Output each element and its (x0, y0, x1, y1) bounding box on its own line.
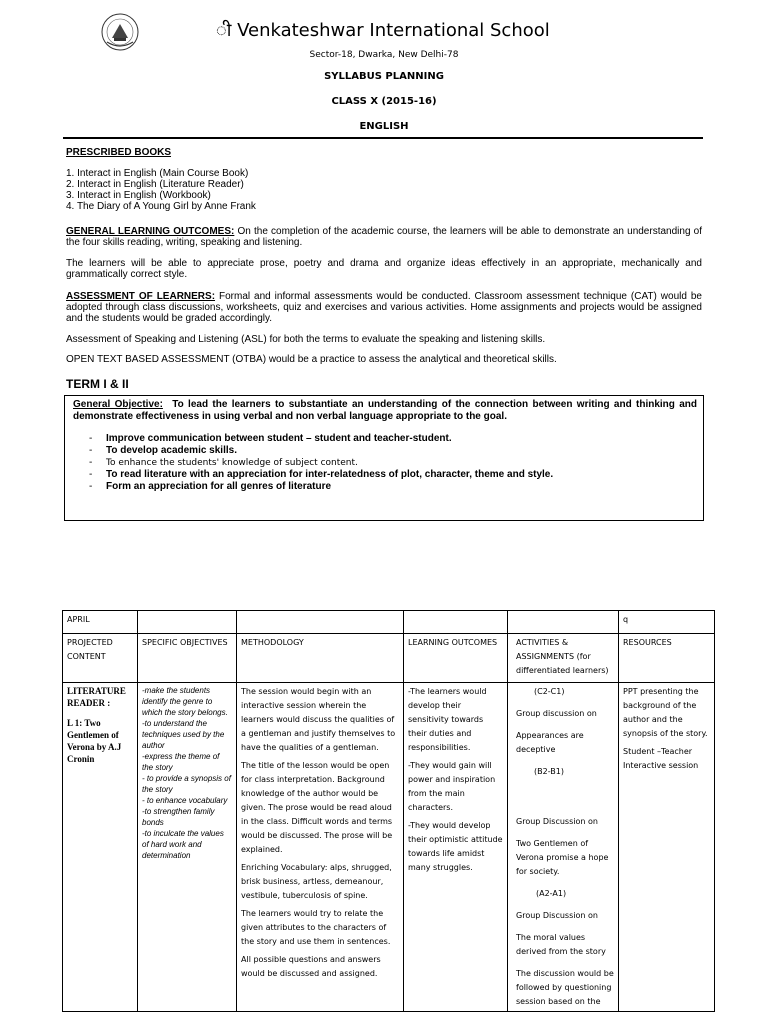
list-item: -They would gain will power and inspiration from the main characters. (408, 761, 496, 812)
list-item: - to provide a synopsis of the story (142, 774, 231, 794)
list-item: -They would develop their optimistic attitude towards life amidst many struggles. (408, 821, 503, 872)
outcomes-cell (404, 683, 508, 1012)
list-item: - Improve communication between student – student and teacher-student. (89, 433, 452, 444)
list-item: -to understand the techniques used by the author (142, 719, 225, 750)
list-item: Enriching Vocabulary: alps, shrugged, brisk business, artless, demeanour, vestibule, tuberculosis of spine. (241, 863, 392, 900)
otba-text: OPEN TEXT BASED ASSESSMENT (OTBA) would be a practice to assess the analytical and theoretical skills. (66, 354, 557, 365)
general-outcomes-label: GENERAL LEARNING OUTCOMES: (66, 226, 235, 237)
list-item: - To enhance the students' knowledge of subject content. (89, 457, 358, 468)
list-item: The learners would try to relate the given attributes to the characters of the story and use them in sentences. (241, 909, 391, 946)
general-outcomes (66, 226, 702, 248)
assessment-label: ASSESSMENT OF LEARNERS: (66, 291, 216, 302)
list-item: -The learners would develop their sensitivity towards their duties and responsibilities. (408, 687, 487, 752)
table-header-row (63, 634, 715, 683)
methodology-cell (237, 683, 404, 1012)
general-objective-text: To lead the learners to substantiate an understanding of the connection between writing and thinking and demonstrate effectiveness in using verbal and non verbal language appropriate to the goal. (73, 399, 697, 422)
general-objective-box (64, 395, 704, 521)
list-item: - Form an appreciation for all genres of literature (89, 481, 332, 492)
lesson-title: L 1: Two Gentlemen of Verona by A.J Cronin (67, 718, 122, 764)
assessment-section (66, 291, 702, 324)
list-item: - to enhance vocabulary (142, 796, 228, 805)
header-outcomes: LEARNING OUTCOMES (404, 634, 508, 683)
book-item: 3. Interact in English (Workbook) (66, 190, 211, 201)
list-item: -to strengthen family bonds (142, 807, 215, 827)
objectives-cell (138, 683, 237, 1012)
list-item: - To develop academic skills. (89, 445, 237, 456)
header-objectives: SPECIFIC OBJECTIVES (138, 634, 237, 683)
school-logo (100, 12, 140, 52)
prescribed-books-heading: PRESCRIBED BOOKS (66, 147, 172, 158)
general-objective-label: General Objective: (73, 399, 163, 410)
prescribed-books-list (66, 168, 702, 212)
content-cell: LITERATURE READER : L 1: Two Gentlemen of Verona by A.J Cronin (63, 683, 138, 1012)
syllabus-table (62, 610, 715, 1012)
book-item: 1. Interact in English (Main Course Book) (66, 168, 249, 179)
asl-text: Assessment of Speaking and Listening (ASL) for both the terms to evaluate the speaking and listening skills. (66, 334, 546, 345)
list-item: -express the theme of the story (142, 752, 220, 772)
header-activities: ACTIVITIES & ASSIGNMENTS (for differentiated learners) (508, 634, 619, 683)
book-item: 4. The Diary of A Young Girl by Anne Frank (66, 201, 256, 212)
resources-cell (619, 683, 715, 1012)
list-item: -make the students identify the genre to which the story belongs. (142, 686, 228, 717)
list-item: Student –Teacher Interactive session (623, 747, 699, 770)
table-row (63, 611, 715, 634)
general-outcomes-text: On the completion of the academic course, the learners will be able to demonstrate an understanding of the four skills reading, writing, speaking and listening. (66, 226, 702, 248)
general-outcomes-para2: The learners will be able to appreciate prose, poetry and drama and organize ideas effectively in an appropriate, mechanically and grammatically correct style. (66, 258, 702, 280)
general-objective (73, 399, 697, 423)
list-item: The title of the lesson would be open for class interpretation. Background knowledge of the author would be given. The prose would be read aloud in the class. Difficult words and terms would be discussed. The prose will be explained. (241, 761, 393, 854)
month-cell: APRIL (63, 611, 138, 634)
class-heading: CLASS X (2015-16) (331, 96, 437, 107)
activities-cell: (C2-C1) Group discussion on Appearances are deceptive (B2-B1) Group Discussion on Two Gentlemen of Verona promise a hope for society. (A2-A1) Group Discussion on The moral values derived from the story The discussion would be followed by questioning session based on the (508, 683, 619, 1012)
list-item: The session would begin with an interactive session wherein the learners would discuss the qualities of a gentleman and justify themselves to have the qualities of a gentleman. (241, 687, 396, 752)
book-item: 2. Interact in English (Literature Reader) (66, 179, 244, 190)
school-address: Sector-18, Dwarka, New Delhi-78 (309, 50, 459, 60)
list-item: PPT presenting the background of the author and the synopsis of the story. (623, 687, 708, 738)
header-content: PROJECTED CONTENT (63, 634, 138, 683)
table-row (63, 683, 715, 1012)
header-divider (63, 137, 703, 139)
syllabus-heading: SYLLABUS PLANNING (324, 71, 444, 82)
objective-list (89, 433, 553, 493)
header-methodology: METHODOLOGY (237, 634, 404, 683)
term-heading: TERM I & II (66, 377, 129, 391)
assessment-text: Formal and informal assessments would be conducted. Classroom assessment technique (CAT) would be adopted through class discussions, worksheets, quiz and exercises and various activities. Home assignments and projects would be assigned and the students would be graded accordingly. (66, 291, 702, 324)
header-resources: RESOURCES (619, 634, 715, 683)
corner-cell: q (619, 611, 715, 634)
subject-heading: ENGLISH (359, 121, 409, 132)
school-name: ी Venkateshwar International School (216, 20, 550, 41)
list-item: All possible questions and answers would be discussed and assigned. (241, 955, 381, 978)
list-item: -to inculcate the values of hard work and determination (142, 829, 224, 860)
list-item: - To read literature with an appreciation for inter-relatedness of plot, character, theme and style. (89, 469, 554, 480)
